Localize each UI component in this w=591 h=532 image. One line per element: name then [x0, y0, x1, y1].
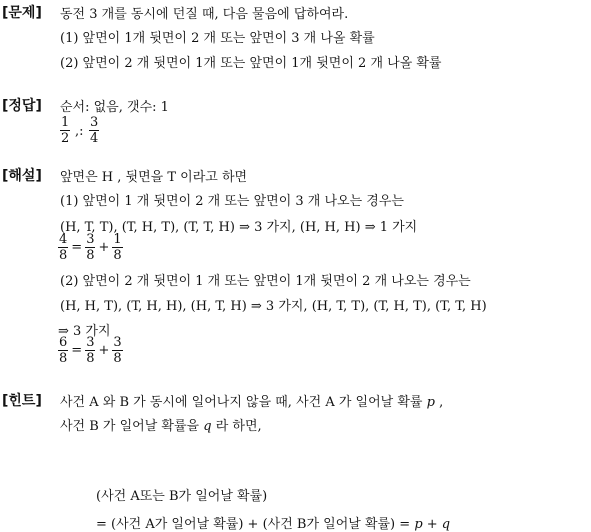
problem-question-2: (2) 앞면이 2 개 뒷면이 1개 또는 앞면이 1개 뒷면이 2 개 나올 확률 — [60, 56, 442, 71]
hint-formula-result: p + q — [414, 517, 451, 532]
hint-line-1 — [60, 391, 443, 410]
denominator: 8 — [113, 351, 122, 366]
equation-2-term-1 — [85, 336, 95, 365]
plus-sign: + — [98, 343, 110, 358]
answer-label: [정답] — [2, 98, 42, 114]
denominator: 8 — [86, 351, 95, 366]
problem-label: [문제] — [2, 5, 42, 21]
equation-1-term-1 — [85, 233, 95, 262]
plus-sign: + — [98, 240, 110, 255]
hint-line-1-text: 사건 A 와 B 가 동시에 일어나지 않을 때, 사건 A 가 일어날 확률 — [60, 395, 423, 410]
numerator: 3 — [113, 335, 122, 350]
equals-sign: = — [71, 240, 83, 255]
hint-label: [힌트] — [2, 393, 42, 409]
solution-case-2-outcomes: (H, H, T), (T, H, H), (H, T, H) ⇒ 3 가지, (H, T, T), (T, H, T), (T, T, H) — [60, 299, 487, 314]
equation-2-term-2 — [112, 336, 122, 365]
solution-intro: 앞면은 H , 뒷면을 T 이라고 하면 — [60, 170, 248, 185]
denominator: 8 — [86, 248, 95, 263]
equation-2-lhs — [58, 336, 68, 365]
problem-question-1: (1) 앞면이 1개 뒷면이 2 개 또는 앞면이 3 개 나올 확률 — [60, 31, 375, 46]
denominator: 8 — [113, 248, 122, 263]
answer-fraction-1 — [60, 116, 70, 145]
numerator: 6 — [59, 335, 68, 350]
answer-meta: 순서: 없음, 갯수: 1 — [60, 100, 169, 115]
equation-1-lhs — [58, 233, 68, 262]
numerator: 3 — [86, 232, 95, 247]
denominator: 8 — [59, 351, 68, 366]
solution-equation-1 — [58, 233, 123, 262]
denominator: 4 — [90, 131, 99, 146]
solution-case-2: (2) 앞면이 2 개 뒷면이 1 개 또는 앞면이 1개 뒷면이 2 개 나오는 경우는 — [60, 274, 471, 289]
numerator: 1 — [113, 232, 122, 247]
denominator: 2 — [61, 131, 70, 146]
hint-line-2 — [60, 415, 262, 434]
hint-formula-text: = (사건 A가 일어날 확률) + (사건 B가 일어날 확률) = — [96, 517, 411, 532]
solution-equation-2 — [58, 336, 123, 365]
equation-1-term-2 — [112, 233, 122, 262]
numerator: 1 — [61, 115, 70, 130]
solution-case-2-tail: ⇒ 3 가지 — [58, 324, 111, 339]
answer-separator: ,: — [75, 124, 84, 139]
variable-p: p — [426, 395, 435, 410]
numerator: 4 — [59, 232, 68, 247]
hint-line-2-text: 사건 B 가 일어날 확률을 — [60, 419, 200, 434]
variable-q: q — [203, 419, 212, 434]
hint-formula-line-2 — [96, 513, 450, 532]
solution-case-1-outcomes: (H, T, T), (T, H, T), (T, T, H) ⇒ 3 가지, (H, H, H) ⇒ 1 가지 — [60, 220, 418, 235]
answer-fraction-2 — [89, 116, 99, 145]
solution-case-1: (1) 앞면이 1 개 뒷면이 2 개 또는 앞면이 3 개 나오는 경우는 — [60, 194, 404, 209]
problem-intro: 동전 3 개를 동시에 던질 때, 다음 물음에 답하여라. — [60, 7, 349, 22]
denominator: 8 — [59, 248, 68, 263]
hint-line-1-end: , — [439, 395, 444, 410]
numerator: 3 — [90, 115, 99, 130]
hint-formula-line-1: (사건 A또는 B가 일어날 확률) — [96, 489, 268, 504]
equals-sign: = — [71, 343, 83, 358]
hint-line-2-end: 라 하면, — [215, 419, 262, 434]
numerator: 3 — [86, 335, 95, 350]
solution-label: [해설] — [2, 168, 42, 184]
